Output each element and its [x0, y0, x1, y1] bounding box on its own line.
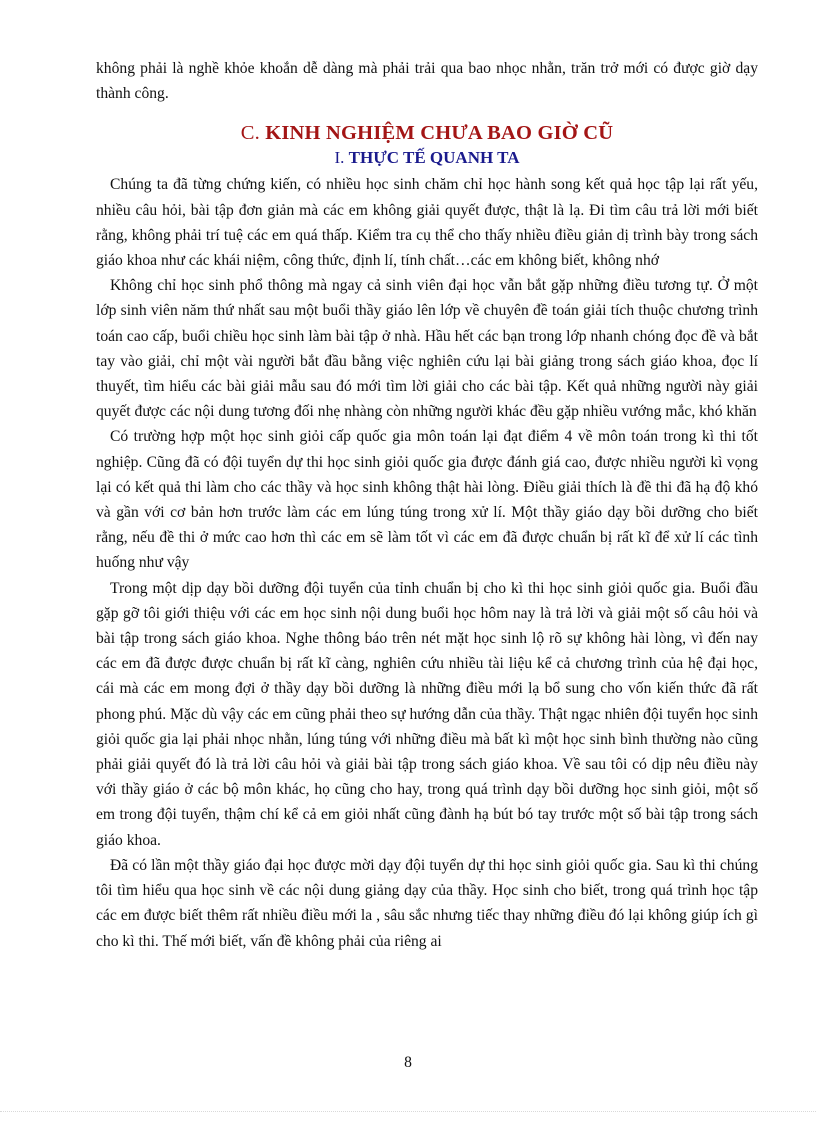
section-title: KINH NGHIỆM CHƯA BAO GIỜ CŨ [265, 122, 614, 145]
section-heading [96, 120, 758, 146]
section-letter: C. [240, 122, 260, 145]
body-paragraph-2: Không chỉ học sinh phổ thông mà ngay cả sinh viên đại học vẫn bắt gặp những điều tương tự. Ở một lớp sinh viên năm thứ nhất sau một buổi thầy giáo lên lớp về chuyên đề toán giải tích thuộc chương trình toán cao cấp, buổi chiều học sinh làm bài tập ở nhà. Hầu hết các bạn trong lớp nhanh chóng đọc đề và bắt tay vào giải, chỉ một vài người bắt đầu bằng việc nghiên cứu lại bài giảng trong sách giáo khoa, đọc lí thuyết, tìm hiểu các bài giải mẫu sau đó mới tìm lời giải cho các bài tập. Kết quả những người này giải quyết được các nội dung tương đối nhẹ nhàng còn những người khác đều gặp nhiều vướng mắc, khó khăn [96, 277, 758, 421]
bottom-divider [0, 1111, 816, 1112]
subsection-heading [96, 146, 758, 170]
body-paragraph-1: Chúng ta đã từng chứng kiến, có nhiều học sinh chăm chỉ học hành song kết quả học tập lại rất yếu, nhiều câu hỏi, bài tập đơn giản mà các em không giải quyết được, thật là lạ. Đi tìm câu trả lời mới biết rằng, không phải trí tuệ các em quá thấp. Kiểm tra cụ thể cho thấy nhiều điều giản dị trình bày trong sách giáo khoa như các khái niệm, công thức, định lí, tính chất…các em không biết, không nhớ [96, 176, 758, 270]
subsection-number: I. [334, 148, 345, 168]
document-page [96, 56, 758, 954]
body-paragraph-4: Trong một dịp dạy bồi dưỡng đội tuyển của tỉnh chuẩn bị cho kì thi học sinh giỏi quốc gia. Buổi đầu gặp gỡ tôi giới thiệu với các em học sinh nội dung buổi học hôm nay là trả lời và giải một số câu hỏi và bài tập trong sách giáo khoa. Nghe thông báo trên nét mặt học sinh lộ rõ sự không hài lòng, vì đến nay các em đã được được chuẩn bị rất kĩ càng, nghiên cứu nhiều tài liệu kể cả chương trình của hệ đại học, cái mà các em mong đợi ở thầy dạy bồi dưỡng là những điều mới lạ bổ sung cho vốn kiến thức đã rất phong phú. Mặc dù vậy các em cũng phải theo sự hướng dẫn của thầy. Thật ngạc nhiên đội tuyển học sinh giỏi quốc gia lại phải nhọc nhằn, lúng túng với những điều mà bất kì một học sinh bình thường nào cũng phải giải quyết đó là trả lời câu hỏi và giải bài tập trong sách giáo khoa. Về sau tôi có dịp nêu điều này với thầy giáo ở các bộ môn khác, họ cũng cho hay, trong quá trình dạy bồi dưỡng học sinh giỏi, một số em trong đội tuyển, thậm chí kể cả em giỏi nhất cũng đành hạ bút bó tay trước một số bài tập trong sách giáo khoa. [96, 579, 758, 849]
body-paragraph-5: Đã có lần một thầy giáo đại học được mời dạy đội tuyển dự thi học sinh giỏi quốc gia. Sau kì thi chúng tôi tìm hiểu qua học sinh về các nội dung giảng dạy của thầy. Học sinh cho biết, trong quá trình học tập các em được biết thêm rất nhiều điều mới la , sâu sắc nhưng tiếc thay những điều đó lại không giúp ích gì cho kì thi. Thế mới biết, vấn đề không phải của riêng ai [96, 856, 758, 950]
body-paragraph-3: Có trường hợp một học sinh giỏi cấp quốc gia môn toán lại đạt điểm 4 về môn toán trong kì thi tốt nghiệp. Cũng đã có đội tuyển dự thi học sinh giỏi quốc gia được đánh giá cao, được nhiều người kì vọng lại có kết quả thi làm cho các thầy và học sinh không thật hài lòng. Điều giải thích là đề thi đã hạ độ khó và gần với cơ bản hơn trước làm các em lúng túng trong xử lí. Một thầy giáo dạy bồi dưỡng cho biết rằng, nếu đề thi ở mức cao hơn thì các em sẽ làm tốt vì các em đã được chuẩn bị rất kĩ để xử lí các tình huống như vậy [96, 428, 758, 572]
subsection-title: THỰC TẾ QUANH TA [348, 148, 520, 168]
page-number: 8 [404, 1054, 412, 1071]
intro-paragraph: không phải là nghề khỏe khoắn dễ dàng mà phải trải qua bao nhọc nhằn, trăn trở mới có được giờ dạy thành công. [96, 60, 758, 103]
